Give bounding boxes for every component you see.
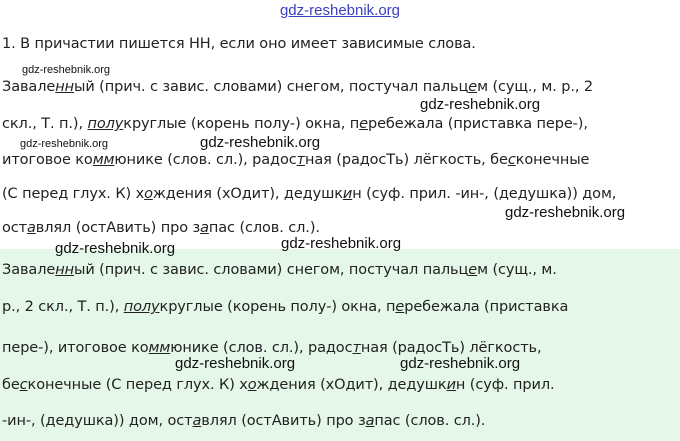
text-segment: ная (радосТь) лёгкость, бе	[304, 152, 508, 168]
text-segment: ребежала (приставка пере-),	[367, 116, 588, 132]
text-segment: круглые (корень полу-) окна, п	[123, 116, 360, 132]
highlighted-letter: т	[352, 340, 361, 356]
highlighted-letter: а	[192, 413, 202, 429]
answer-line	[2, 187, 616, 202]
answer-line	[2, 341, 542, 356]
highlighted-letter: а	[27, 220, 36, 236]
text-segment: ребежала (приставка	[404, 299, 569, 315]
highlighted-letter: нн	[55, 79, 74, 95]
text-segment: (С перед глух. К) х	[2, 186, 145, 202]
text-segment: м (сущ., м. р., 2	[477, 79, 594, 95]
watermark: gdz-reshebnik.org	[55, 240, 176, 257]
highlighted-letter: о	[247, 377, 257, 393]
text-segment: конечные (С перед глух. К) х	[27, 377, 248, 393]
highlighted-letter: а	[365, 413, 375, 429]
watermark: gdz-reshebnik.org	[505, 204, 626, 221]
highlighted-letter: а	[200, 220, 209, 236]
answer-line	[2, 153, 589, 168]
answer-line	[2, 300, 568, 315]
answer-line	[2, 117, 588, 132]
highlighted-letter: полу	[123, 299, 160, 315]
highlighted-letter: и	[342, 186, 353, 202]
text-segment: конечные	[515, 152, 590, 168]
text-segment: круглые (корень полу-) окна, п	[159, 299, 396, 315]
text-segment: Завале	[2, 79, 56, 95]
answer-line	[2, 378, 555, 393]
highlighted-letter: е	[468, 262, 478, 278]
highlighted-letter: о	[144, 186, 153, 202]
highlighted-letter: и	[446, 377, 456, 393]
highlighted-letter: нн	[55, 262, 74, 278]
text-segment: ждения (хОдит), дедушк	[152, 186, 343, 202]
text-segment: бе	[2, 377, 20, 393]
answer-line	[2, 221, 320, 236]
task-statement: 1. В причастии пишется НН, если оно имеет зависимые слова.	[2, 36, 476, 52]
text-segment: р., 2 скл., Т. п.),	[2, 299, 124, 315]
watermark: gdz-reshebnik.org	[20, 138, 109, 150]
watermark: gdz-reshebnik.org	[281, 235, 402, 252]
watermark: gdz-reshebnik.org	[22, 64, 111, 76]
text-segment: ый (прич. с завис. словами) снегом, постучал пальц	[73, 262, 469, 278]
highlighted-letter: с	[507, 152, 516, 168]
text-segment: н (суф. прил. -ин-, (дедушка)) дом,	[352, 186, 617, 202]
answer-line	[2, 263, 557, 278]
watermark: gdz-reshebnik.org	[420, 96, 541, 113]
watermark: gdz-reshebnik.org	[175, 355, 296, 372]
text-segment: пас (слов. сл.).	[374, 413, 486, 429]
highlighted-letter: е	[359, 116, 368, 132]
header-watermark: gdz-reshebnik.org	[279, 2, 401, 19]
text-segment: -ин-, (дедушка)) дом, ост	[2, 413, 193, 429]
highlighted-letter: мм	[92, 152, 115, 168]
text-segment: ждения (хОдит), дедушк	[256, 377, 447, 393]
highlighted-letter: т	[296, 152, 305, 168]
text-segment: ый (прич. с завис. словами) снегом, постучал пальц	[73, 79, 469, 95]
answer-line	[2, 414, 485, 429]
text-segment: скл., Т. п.),	[2, 116, 88, 132]
highlighted-letter: мм	[148, 340, 171, 356]
text-segment: ная (радосТь) лёгкость,	[360, 340, 542, 356]
watermark: gdz-reshebnik.org	[200, 134, 321, 151]
text-segment: ост	[2, 220, 27, 236]
text-segment: юнике (слов. сл.), радос	[170, 340, 353, 356]
text-segment: Завале	[2, 262, 56, 278]
text-segment: итоговое ко	[2, 152, 93, 168]
highlighted-letter: с	[19, 377, 28, 393]
text-segment: м (сущ., м.	[477, 262, 557, 278]
text-segment: н (суф. прил.	[455, 377, 555, 393]
text-segment: пас (слов. сл.).	[208, 220, 320, 236]
highlighted-letter: полу	[87, 116, 124, 132]
text-segment: влял (остАвить) про з	[35, 220, 201, 236]
watermark: gdz-reshebnik.org	[400, 355, 521, 372]
text-segment: юнике (слов. сл.), радос	[114, 152, 297, 168]
highlighted-letter: е	[395, 299, 405, 315]
text-segment: влял (остАвить) про з	[201, 413, 366, 429]
answer-line	[2, 80, 593, 95]
highlighted-letter: е	[468, 79, 478, 95]
text-segment: пере-), итоговое ко	[2, 340, 149, 356]
